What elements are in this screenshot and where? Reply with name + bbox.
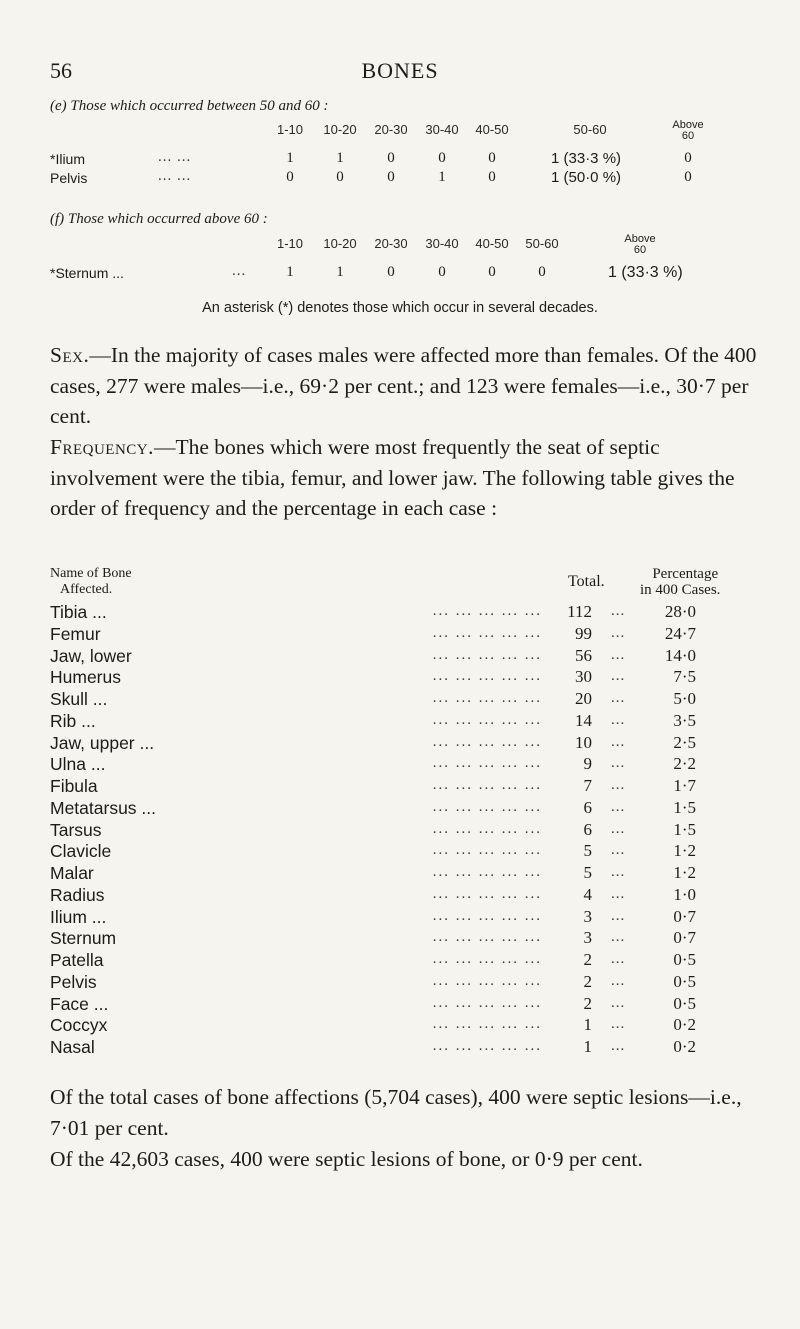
col-header: 20-30 [374, 236, 408, 251]
cell-value: 1 [336, 264, 344, 280]
row-leader: ... [232, 263, 247, 279]
separator: ... [611, 842, 626, 859]
total-value: 10 [575, 732, 592, 752]
cell-value: 0 [488, 264, 496, 280]
col-header: 1-10 [276, 236, 304, 251]
separator: ... [611, 907, 626, 924]
bone-name: Metatarsus ... [50, 797, 157, 818]
bone-name: Tibia ... [50, 602, 107, 622]
percentage-value: 0·7 [673, 928, 696, 948]
bone-name: Femur [50, 623, 101, 644]
asterisk-note: An asterisk (*) denotes those which occur in several decades. [202, 300, 598, 316]
bone-name: Ilium ... [50, 906, 107, 927]
total-value: 3 [583, 906, 592, 926]
dot-leader: ... ... ... ... ... [432, 1038, 542, 1054]
dot-leader: ... ... ... ... ... [432, 951, 542, 967]
cell-value: 0 [387, 150, 395, 166]
dot-leader: ... ... ... ... ... [432, 624, 542, 641]
percentage-value: 2·2 [673, 754, 696, 774]
sex-text: —In the majority of cases males were affected more than females. Of the 400 cases, 277 were males—i.e., 69·2 per cent.; and 123 were females—i.e., 30·7 per cent. [50, 343, 757, 428]
total-value: 6 [583, 797, 592, 817]
bone-name: Skull ... [50, 689, 108, 709]
separator: ... [611, 951, 626, 967]
percentage-value: 0·5 [673, 950, 696, 969]
separator: ... [611, 755, 626, 772]
cell-value: 1 [286, 264, 294, 280]
separator: ... [611, 603, 626, 619]
separator: ... [611, 994, 626, 1011]
percentage-value: 1·5 [673, 819, 696, 839]
separator: ... [611, 733, 626, 750]
cell-value: 1 [438, 169, 446, 185]
percentage-value: 0·2 [673, 1015, 696, 1035]
bone-name: Face ... [50, 993, 109, 1014]
section-e-heading [50, 98, 329, 115]
bone-name: Tarsus [50, 819, 102, 840]
separator: ... [611, 929, 626, 946]
dot-leader: ... ... ... ... ... [432, 842, 542, 859]
dot-leader: ... ... ... ... ... [432, 777, 542, 793]
percentage-value: 0·5 [673, 993, 696, 1013]
bone-name: Clavicle [50, 841, 112, 862]
row-label: *Ilium [50, 151, 86, 167]
percentage-value: 1·0 [673, 884, 696, 904]
col-header-above-60: Above 60 [624, 233, 656, 256]
bone-name: Patella [50, 950, 104, 970]
cell-value: 0 [387, 169, 395, 185]
separator: ... [611, 798, 626, 815]
bone-name: Coccyx [50, 1015, 108, 1036]
cell-value: 1 [286, 150, 294, 166]
row-leader: ... ... [158, 168, 192, 184]
dot-leader: ... ... ... ... ... [432, 820, 542, 837]
col-header-total: Total. [568, 573, 605, 590]
dot-leader: ... ... ... ... ... [432, 907, 542, 924]
total-value: 5 [583, 841, 592, 861]
total-value: 6 [583, 819, 592, 839]
total-value: 2 [583, 993, 592, 1013]
cell-value: 0 [538, 264, 546, 280]
percentage-value: 2·5 [673, 732, 696, 752]
percentage-value: 3·5 [673, 710, 696, 730]
bone-name: Jaw, lower [50, 645, 132, 666]
dot-leader: ... ... ... ... ... [432, 690, 542, 706]
separator: ... [611, 668, 626, 685]
percentage-value: 0·2 [673, 1037, 696, 1056]
total-value: 7 [583, 776, 592, 795]
cell-value: 0 [488, 150, 496, 166]
col-header-percentage [640, 566, 720, 598]
percentage-value: 0·5 [673, 971, 696, 991]
section-f-label: (f) [50, 211, 65, 227]
bone-name: Nasal [50, 1037, 95, 1057]
separator: ... [611, 1016, 626, 1033]
separator: ... [611, 972, 626, 989]
cell-value: 1 [336, 150, 344, 166]
total-value: 1 [583, 1037, 592, 1056]
dot-leader: ... ... ... ... ... [432, 864, 542, 880]
col-header-name-line2: Affected. [60, 582, 113, 597]
separator: ... [611, 624, 626, 641]
frequency-paragraph [50, 432, 760, 524]
percentage-value: 14·0 [664, 645, 696, 665]
bone-name: Radius [50, 884, 105, 905]
cell-value: 0 [438, 150, 446, 166]
col-header-above-60: Above 60 [672, 119, 704, 142]
dot-leader: ... ... ... ... ... [432, 994, 542, 1011]
col-header: 1-10 [276, 122, 304, 137]
percentage-value: 1·2 [673, 841, 696, 861]
dot-leader: ... ... ... ... ... [432, 972, 542, 989]
bone-name: Ulna ... [50, 754, 106, 775]
sex-lead: Sex. [50, 343, 90, 367]
col-header-name-line1: Name of Bone [50, 566, 132, 581]
total-value: 9 [583, 754, 592, 774]
dot-leader: ... ... ... ... ... [432, 798, 542, 815]
percentage-value: 24·7 [664, 623, 696, 643]
percentage-value: 1·7 [673, 776, 696, 795]
separator: ... [611, 646, 626, 663]
frequency-lead: Frequency. [50, 435, 154, 459]
separator: ... [611, 777, 626, 793]
cell-percentage: 1 (33·3 %) [551, 150, 622, 167]
separator: ... [611, 820, 626, 837]
bone-name: Sternum [50, 928, 117, 949]
dot-leader: ... ... ... ... ... [432, 929, 542, 946]
separator: ... [611, 711, 626, 728]
percentage-value: 0·7 [673, 906, 696, 926]
bone-name: Jaw, upper ... [50, 732, 155, 753]
section-f-title: Those which occurred above 60 : [67, 211, 268, 227]
percentage-value: 1·2 [673, 863, 696, 882]
row-label: Pelvis [50, 170, 88, 186]
total-value: 4 [583, 884, 592, 904]
section-e-label: (e) [50, 98, 67, 114]
total-value: 1 [583, 1015, 592, 1035]
col-header: 40-50 [475, 122, 509, 137]
dot-leader: ... ... ... ... ... [432, 1016, 542, 1033]
total-value: 5 [583, 863, 592, 882]
cell-above-60: 0 [684, 169, 692, 185]
dot-leader: ... ... ... ... ... [432, 668, 542, 685]
total-value: 2 [583, 971, 592, 991]
bone-name: Malar [50, 863, 94, 883]
percentage-value: 28·0 [664, 602, 696, 621]
total-value: 14 [575, 710, 592, 730]
total-value: 2 [583, 950, 592, 969]
dot-leader: ... ... ... ... ... [432, 711, 542, 728]
dot-leader: ... ... ... ... ... [432, 646, 542, 663]
row-label: *Sternum ... [50, 265, 124, 281]
cell-value: 0 [488, 169, 496, 185]
percentage-value: 1·5 [673, 797, 696, 817]
page-title: BONES [361, 58, 439, 83]
dot-leader: ... ... ... ... ... [432, 603, 542, 619]
total-value: 112 [567, 602, 592, 621]
col-header: 50-60 [573, 122, 607, 137]
row-leader: ... ... [158, 149, 192, 165]
separator: ... [611, 1038, 626, 1054]
bone-name: Pelvis [50, 971, 97, 992]
col-header: 10-20 [323, 236, 357, 251]
cell-value: 0 [336, 169, 344, 185]
total-value: 30 [575, 667, 592, 687]
dot-leader: ... ... ... ... ... [432, 885, 542, 902]
percentage-value: 7·5 [673, 667, 696, 687]
col-header-pct-line2: in 400 Cases. [640, 582, 721, 598]
bone-name: Fibula [50, 776, 98, 796]
col-header-pct-line1: Percentage [652, 566, 719, 582]
total-value: 20 [575, 689, 592, 708]
dot-leader: ... ... ... ... ... [432, 733, 542, 750]
section-f-heading [50, 211, 268, 228]
col-header: 10-20 [323, 122, 357, 137]
bone-name: Humerus [50, 667, 121, 688]
cell-above-60: 0 [684, 150, 692, 166]
col-header: 30-40 [425, 236, 459, 251]
page-number: 56 [50, 58, 72, 83]
sex-paragraph [50, 340, 760, 432]
col-header: 20-30 [374, 122, 408, 137]
separator: ... [611, 690, 626, 706]
percentage-value: 5·0 [673, 689, 696, 708]
total-value: 56 [575, 645, 592, 665]
separator: ... [611, 864, 626, 880]
col-header: 50-60 [525, 236, 559, 251]
frequency-text: —The bones which were most frequently the seat of septic involvement were the tibia, femur, and lower jaw. The following table gives the order of frequency and the percentage in each case : [50, 435, 735, 520]
cell-value: 0 [438, 264, 446, 280]
bone-name: Rib ... [50, 710, 96, 731]
separator: ... [611, 885, 626, 902]
cell-percentage: 1 (50·0 %) [551, 169, 622, 186]
section-e-title: Those which occurred between 50 and 60 : [70, 98, 329, 114]
cell-value: 0 [387, 264, 395, 280]
cell-value: 0 [286, 169, 294, 185]
total-value: 99 [575, 623, 592, 643]
dot-leader: ... ... ... ... ... [432, 755, 542, 772]
cell-percentage: 1 (33·3 %) [608, 264, 683, 281]
closing-paragraph-2: Of the 42,603 cases, 400 were septic lesions of bone, or 0·9 per cent. [50, 1147, 643, 1171]
col-header-name [50, 566, 132, 598]
total-value: 3 [583, 928, 592, 948]
closing-paragraph-1: Of the total cases of bone affections (5,704 cases), 400 were septic lesions—i.e., 7·01 per cent. [50, 1085, 742, 1140]
col-header: 40-50 [475, 236, 509, 251]
col-header: 30-40 [425, 122, 459, 137]
